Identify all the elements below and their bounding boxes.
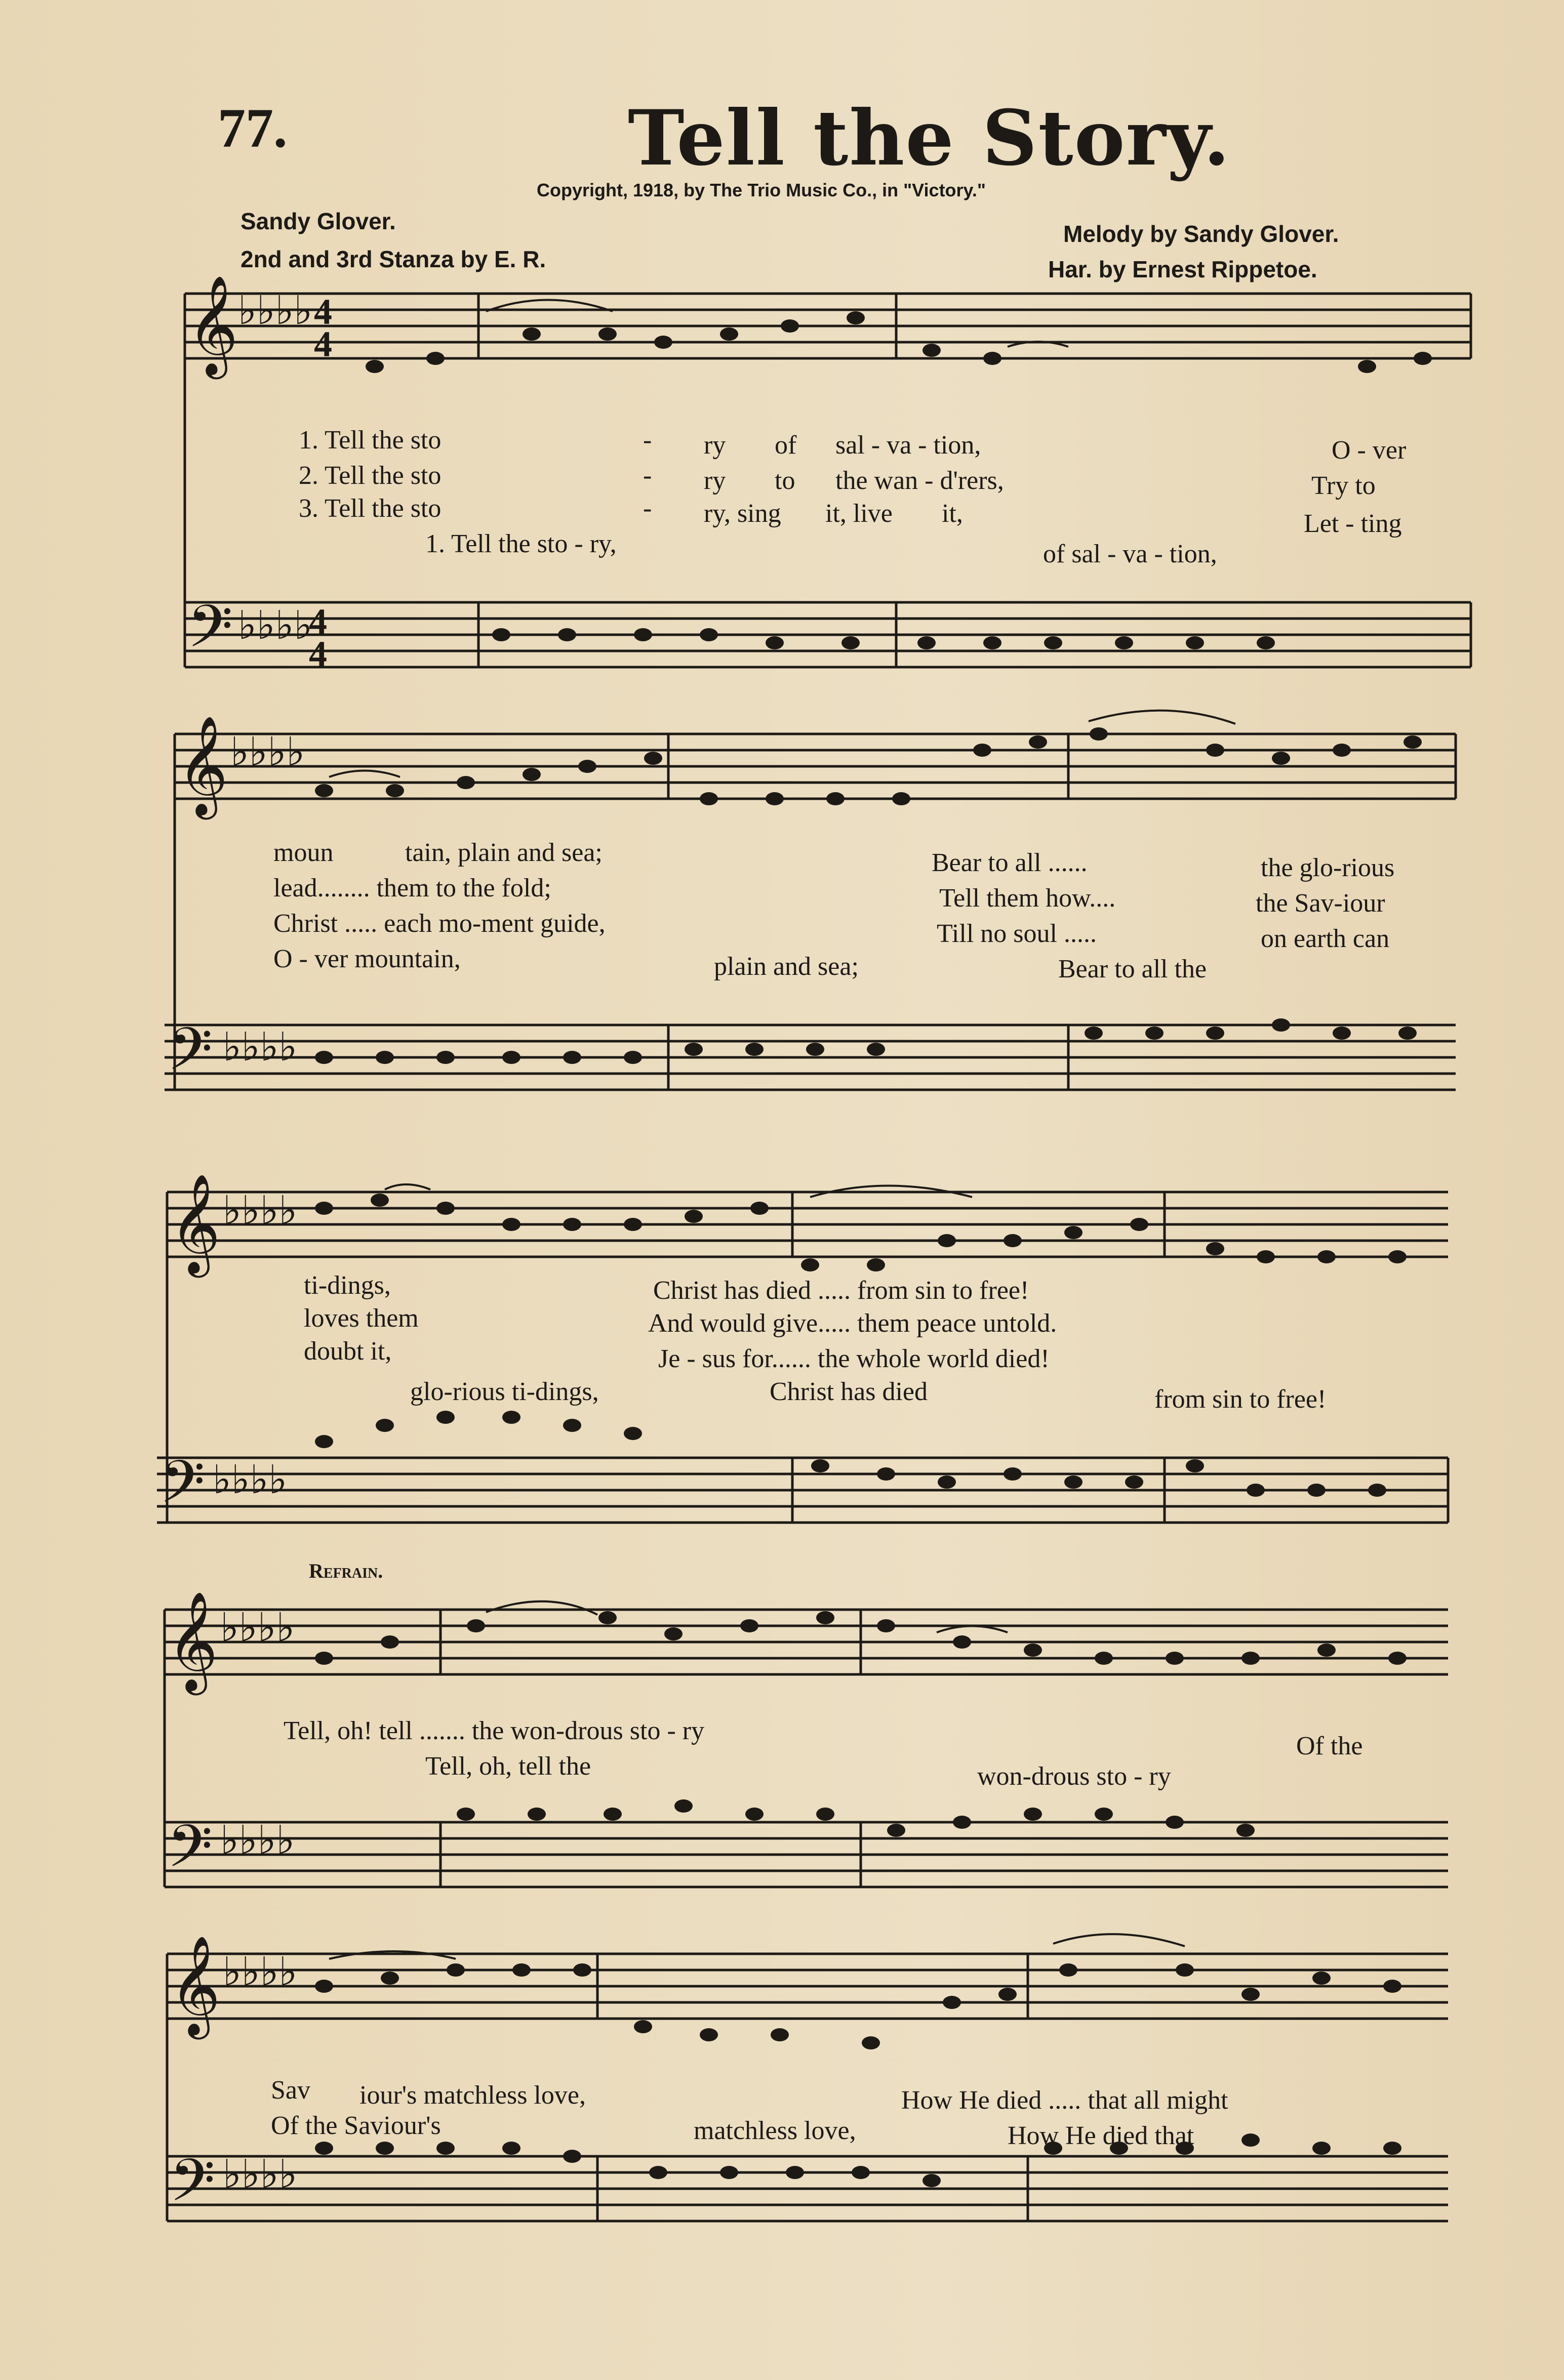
lyric-s4-v1-a: Tell, oh! tell ....... the won-drous sto - ry xyxy=(284,1716,705,1745)
lyric-s3-v3-a: doubt it, xyxy=(304,1337,392,1366)
lyric-s1-v2-b: - xyxy=(643,461,652,490)
lyric-s3-bass-b: Christ has died xyxy=(770,1377,928,1406)
svg-text:♭♭♭♭: ♭♭♭♭ xyxy=(213,1457,288,1503)
svg-text:♭♭♭♭: ♭♭♭♭ xyxy=(238,603,313,648)
lyric-s1-v3-a: 3. Tell the sto xyxy=(299,494,442,523)
lyric-s5-v1-b: iour's matchless love, xyxy=(359,2081,586,2110)
refrain-label: Refrain. xyxy=(309,1560,383,1582)
lyric-s1-v3-c: ry, sing xyxy=(704,499,781,528)
melody-credit: Melody by Sandy Glover. xyxy=(1063,221,1339,247)
svg-text:♭♭♭♭: ♭♭♭♭ xyxy=(230,729,305,775)
lyric-s3-v3-b: Je - sus for...... the whole world died! xyxy=(658,1344,1050,1373)
svg-text:𝄢: 𝄢 xyxy=(159,1448,206,1531)
lyric-s1-v2-a: 2. Tell the sto xyxy=(299,461,442,490)
lyric-s2-v3-c: on earth can xyxy=(1261,924,1390,953)
lyric-s1-v2-d: to xyxy=(775,466,795,495)
lyric-s2-v2-c: the Sav-iour xyxy=(1256,889,1385,918)
lyric-s3-v1-b: Christ has died ..... from sin to free! xyxy=(653,1276,1029,1305)
svg-text:𝄢: 𝄢 xyxy=(187,593,233,675)
lyric-s1-v1-e: sal - va - tion, xyxy=(835,431,981,460)
copyright-notice: Copyright, 1918, by The Trio Music Co., in "Victory." xyxy=(537,180,986,200)
lyric-s4-bass-b: won-drous sto - ry xyxy=(977,1762,1171,1791)
lyric-s3-v2-b: And would give..... them peace untold. xyxy=(648,1309,1057,1338)
staff-system-4 xyxy=(165,1610,1448,1887)
lyric-s1-v1-b: - xyxy=(643,426,652,455)
lyric-s2-v1-c: Bear to all ...... xyxy=(932,848,1088,877)
svg-text:4: 4 xyxy=(314,324,332,364)
lyric-s1-bass-b: of sal - va - tion, xyxy=(1043,540,1217,568)
svg-text:4: 4 xyxy=(309,601,327,642)
lyric-s4-v1-b: Of the xyxy=(1296,1732,1363,1760)
svg-text:♭♭♭♭: ♭♭♭♭ xyxy=(220,1605,295,1651)
lyric-s2-bass-b: plain and sea; xyxy=(714,952,859,981)
lyric-s2-v1-b: tain, plain and sea; xyxy=(405,838,603,867)
lyric-s5-v1-a: Sav xyxy=(271,2076,310,2105)
author-credit: Sandy Glover. xyxy=(240,208,396,234)
lyric-s3-bass-a: glo-rious ti-dings, xyxy=(410,1377,599,1406)
lyric-s1-v2-e: the wan - d'rers, xyxy=(835,466,1004,495)
lyric-s1-v2-c: ry xyxy=(704,466,726,495)
lyric-s1-v1-f: O - ver xyxy=(1332,436,1407,465)
lyric-s5-bass-a: Of the Saviour's xyxy=(271,2111,441,2140)
lyric-s3-v1-a: ti-dings, xyxy=(304,1271,391,1300)
svg-text:♭♭♭♭: ♭♭♭♭ xyxy=(223,2152,298,2197)
lyric-s1-v3-e: it, xyxy=(942,499,963,528)
lyric-s1-v1-c: ry xyxy=(704,431,726,460)
lyric-s2-v3-a: Christ ..... each mo-ment guide, xyxy=(273,909,606,938)
lyric-s2-v2-b: Tell them how.... xyxy=(939,884,1116,913)
lyric-s2-v3-b: Till no soul ..... xyxy=(937,919,1097,948)
svg-text:𝄞: 𝄞 xyxy=(170,1173,221,1274)
lyric-s1-v1-a: 1. Tell the sto xyxy=(299,426,442,455)
svg-text:𝄢: 𝄢 xyxy=(167,1015,213,1098)
lyric-s1-bass-a: 1. Tell the sto - ry, xyxy=(425,529,617,558)
lyric-s1-v3-f: Let - ting xyxy=(1304,509,1402,538)
lyric-s1-v3-b: - xyxy=(643,494,652,523)
lyric-s3-bass-c: from sin to free! xyxy=(1154,1385,1327,1414)
svg-text:4: 4 xyxy=(314,292,332,332)
lyric-s2-v2-a: lead........ them to the fold; xyxy=(273,874,551,902)
svg-text:𝄢: 𝄢 xyxy=(167,1813,213,1895)
lyric-s2-v1-a: moun xyxy=(273,838,334,867)
lyric-s3-v2-a: loves them xyxy=(304,1304,419,1333)
lyric-s5-bass-b: matchless love, xyxy=(694,2116,856,2145)
lyric-s5-v1-c: How He died ..... that all might xyxy=(901,2086,1228,2115)
svg-text:♭♭♭♭: ♭♭♭♭ xyxy=(223,1188,298,1234)
svg-text:♭♭♭♭: ♭♭♭♭ xyxy=(223,1949,298,1995)
svg-text:4: 4 xyxy=(309,634,327,674)
lyric-s1-v1-d: of xyxy=(775,431,797,460)
svg-text:♭♭♭♭: ♭♭♭♭ xyxy=(223,1024,298,1070)
svg-text:𝄞: 𝄞 xyxy=(167,1591,218,1691)
svg-text:𝄞: 𝄞 xyxy=(187,275,238,375)
lyric-s1-v2-f: Try to xyxy=(1311,471,1376,500)
hymn-number: 77. xyxy=(218,97,288,159)
svg-text:♭♭♭♭: ♭♭♭♭ xyxy=(220,1818,295,1863)
lyric-s5-bass-c: How He died that xyxy=(1008,2121,1194,2150)
harmony-credit: Har. by Ernest Rippetoe. xyxy=(1048,256,1317,282)
lyric-s1-v3-d: it, live xyxy=(825,499,893,528)
notes-system-5 xyxy=(315,1963,1401,2187)
svg-text:𝄞: 𝄞 xyxy=(177,715,228,815)
svg-text:𝄞: 𝄞 xyxy=(170,1935,221,2035)
svg-text:𝄢: 𝄢 xyxy=(170,2147,216,2229)
svg-text:♭♭♭♭: ♭♭♭♭ xyxy=(238,288,313,334)
lyric-s4-bass-a: Tell, oh, tell the xyxy=(425,1752,591,1781)
stanza-credit: 2nd and 3rd Stanza by E. R. xyxy=(240,246,546,272)
hymn-title: Tell the Story. xyxy=(628,94,1231,183)
lyric-s2-bass-c: Bear to all the xyxy=(1058,955,1207,983)
lyric-s2-bass-a: O - ver mountain, xyxy=(273,945,461,973)
lyric-s2-v1-d: the glo-rious xyxy=(1261,853,1395,882)
